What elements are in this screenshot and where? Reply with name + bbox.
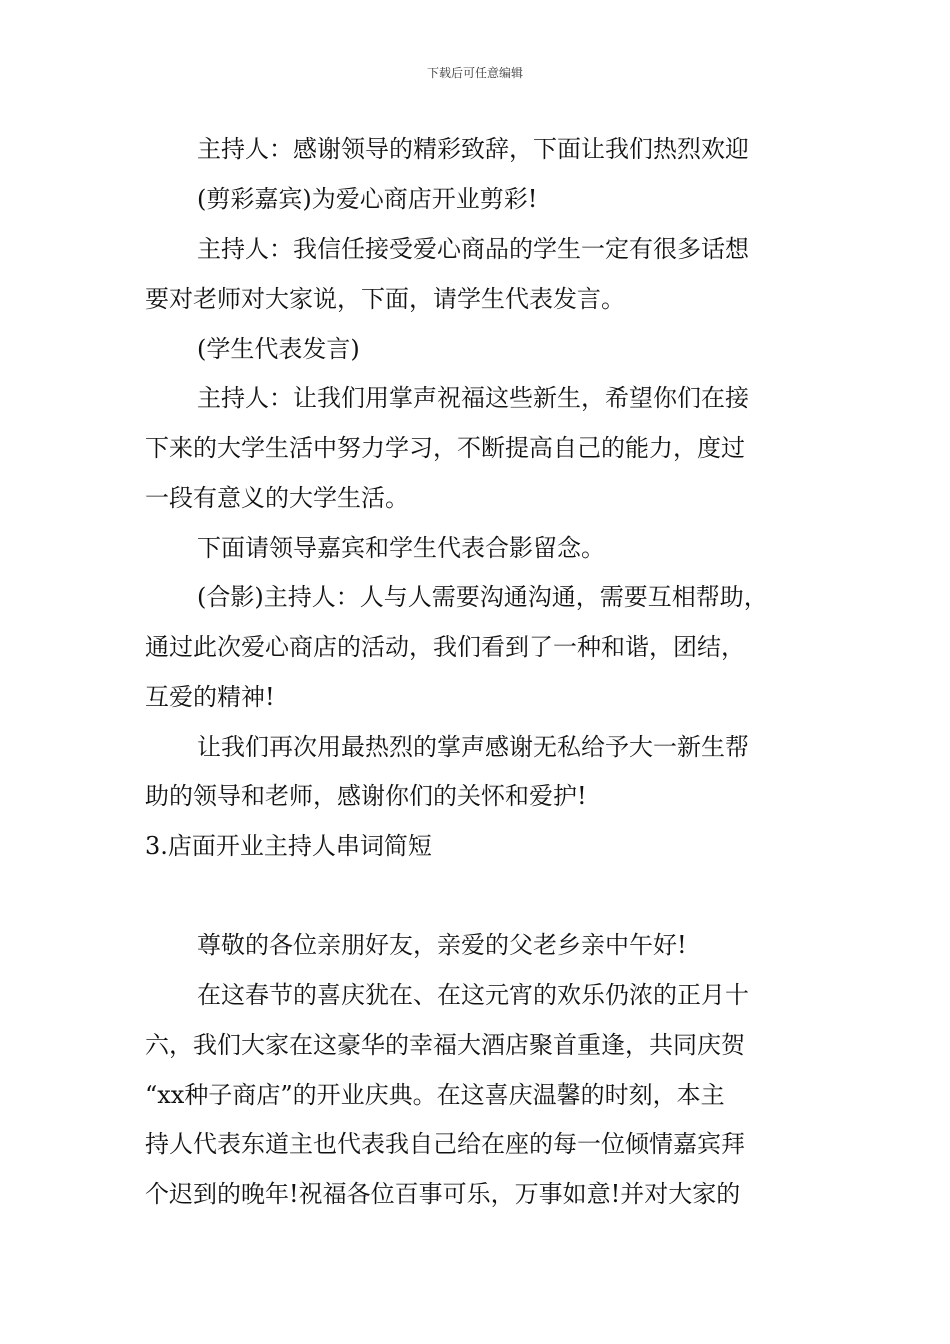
paragraph-line: (剪彩嘉宾)为爱心商店开业剪彩! <box>197 185 538 213</box>
paragraph-line: 让我们再次用最热烈的掌声感谢无私给予大一新生帮 <box>197 733 749 761</box>
paragraph-line: 下来的大学生活中努力学习，不断提高自己的能力，度过 <box>145 434 745 462</box>
paragraph-line: 主持人：感谢领导的精彩致辞，下面让我们热烈欢迎 <box>197 135 749 163</box>
paragraph-line: (学生代表发言) <box>197 335 360 363</box>
paragraph-line: 在这春节的喜庆犹在、在这元宵的欢乐仍浓的正月十 <box>197 981 749 1009</box>
paragraph-line: “xx种子商店”的开业庆典。在这喜庆温馨的时刻，本主 <box>145 1081 725 1109</box>
paragraph-line: 要对老师对大家说，下面，请学生代表发言。 <box>145 285 625 313</box>
paragraph-line: 下面请领导嘉宾和学生代表合影留念。 <box>197 534 605 562</box>
paragraph-line: 持人代表东道主也代表我自己给在座的每一位倾情嘉宾拜 <box>145 1130 745 1158</box>
paragraph-line: 互爱的精神! <box>145 683 275 711</box>
paragraph-line: 主持人：让我们用掌声祝福这些新生，希望你们在接 <box>197 384 749 412</box>
paragraph-line: 通过此次爱心商店的活动，我们看到了一种和谐，团结， <box>145 633 745 661</box>
paragraph-line: (合影)主持人：人与人需要沟通沟通，需要互相帮助， <box>197 583 768 611</box>
paragraph-line: 六，我们大家在这豪华的幸福大酒店聚首重逢，共同庆贺 <box>145 1031 745 1059</box>
paragraph-line: 助的领导和老师，感谢你们的关怀和爱护! <box>145 782 587 810</box>
paragraph-line: 尊敬的各位亲朋好友，亲爱的父老乡亲中午好! <box>197 931 687 959</box>
page-header: 下载后可任意编辑 <box>426 66 523 80</box>
paragraph-line: 一段有意义的大学生活。 <box>145 484 409 512</box>
paragraph-line: 个迟到的晚年!祝福各位百事可乐，万事如意!并对大家的 <box>145 1180 741 1208</box>
section-heading: 3.店面开业主持人串词简短 <box>145 832 432 860</box>
paragraph-line: 主持人：我信任接受爱心商品的学生一定有很多话想 <box>197 235 749 263</box>
